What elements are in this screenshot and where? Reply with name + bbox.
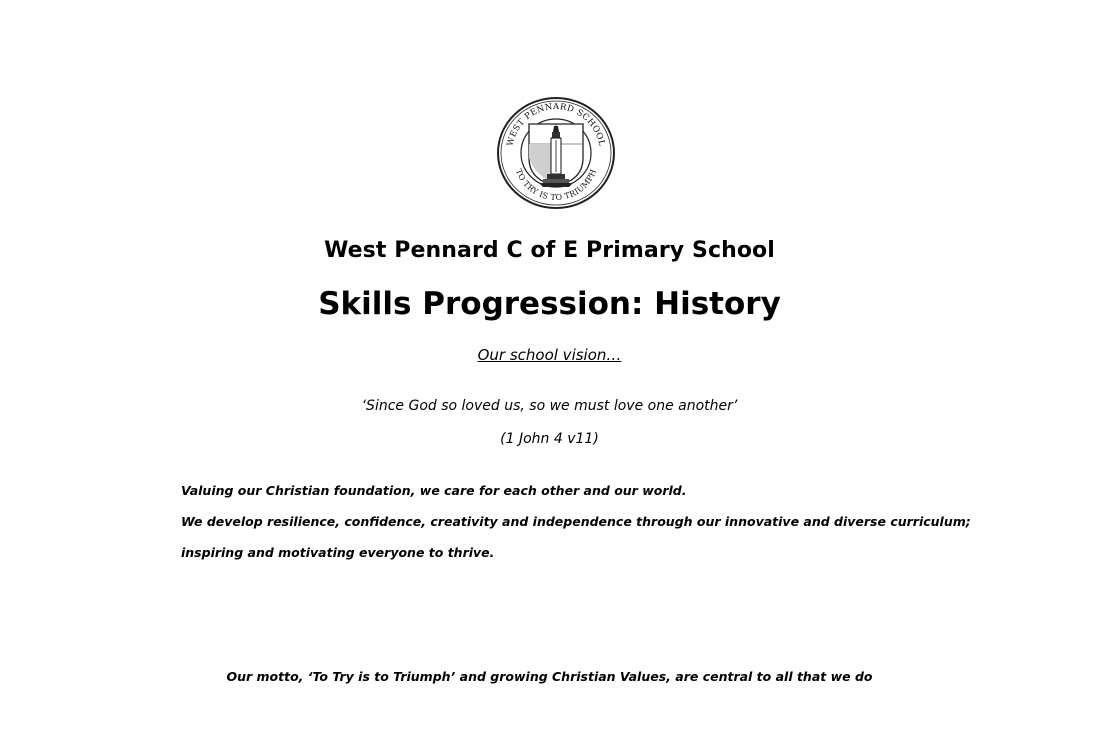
vision-line: inspiring and motivating everyone to thrive.: [181, 545, 495, 560]
svg-text:TO TRY IS TO TRIUMPH: TO TRY IS TO TRIUMPH: [513, 167, 599, 203]
vision-line: We develop resilience, confidence, creativity and independence through our innovative and diverse curriculum;: [181, 514, 971, 529]
vision-line: Valuing our Christian foundation, we care for each other and our world.: [181, 483, 687, 498]
vision-statement: [181, 482, 1081, 575]
vision-quote: ‘Since God so loved us, so we must love one another’: [361, 398, 738, 414]
vision-heading: Our school vision…: [477, 346, 622, 364]
school-name: West Pennard C of E Primary School: [324, 238, 775, 263]
page-title: Skills Progression: History: [318, 286, 781, 322]
scripture-reference: (1 John 4 v11): [500, 431, 599, 447]
school-motto: Our motto, ‘To Try is to Triumph’ and growing Christian Values, are central to all that we do: [226, 669, 873, 684]
svg-text:WEST PENNARD SCHOOL: WEST PENNARD SCHOOL: [505, 101, 607, 148]
school-crest-icon: [495, 96, 617, 210]
